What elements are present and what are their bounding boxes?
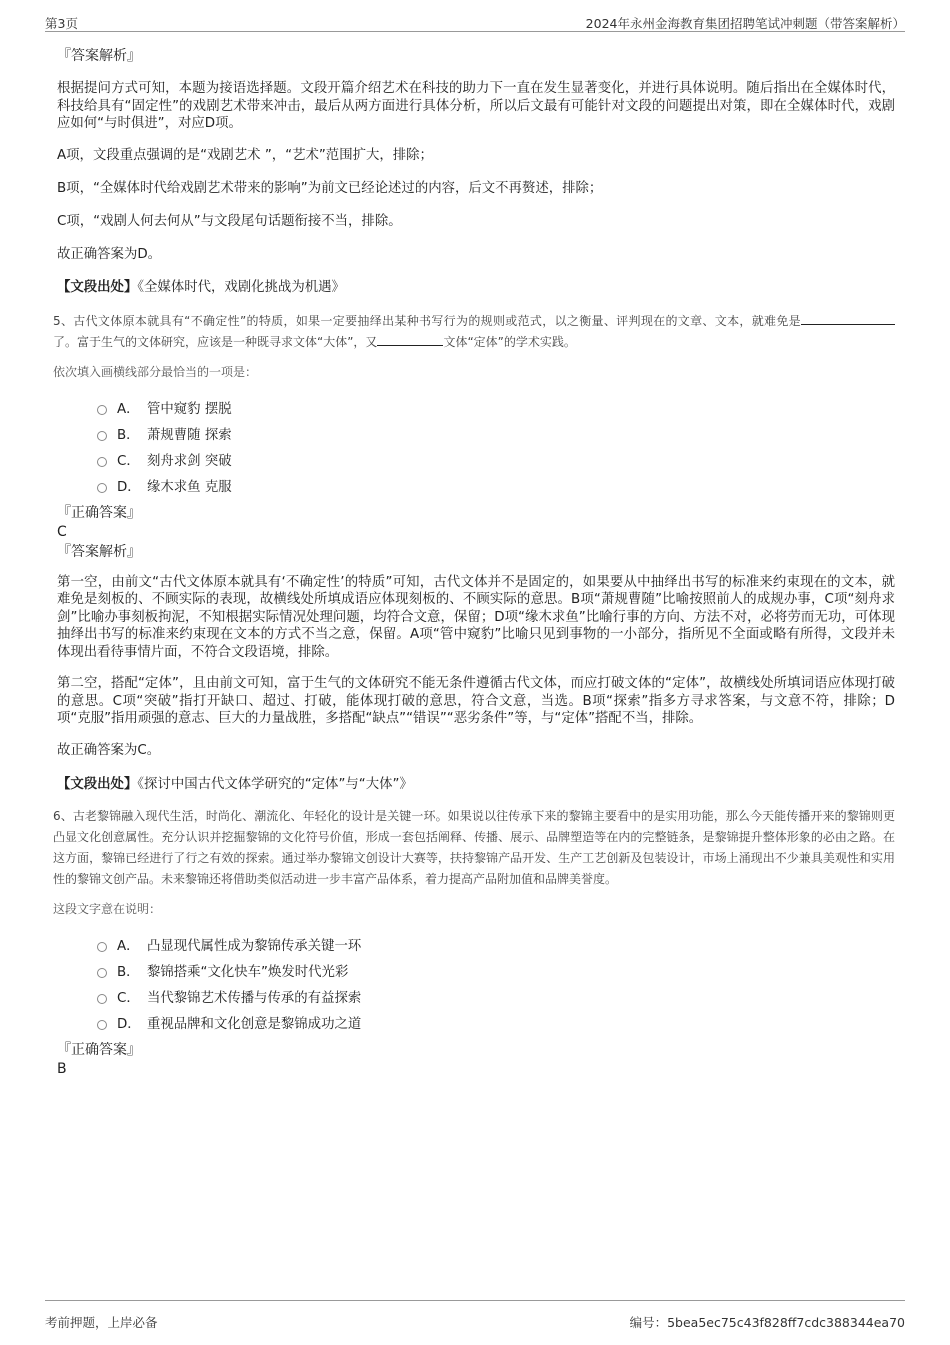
- question-prompt: 依次填入画横线部分最恰当的一项是：: [53, 364, 258, 379]
- analysis-conclusion: 故正确答案为D。: [57, 246, 162, 262]
- page-content: [53, 46, 895, 1078]
- page-footer: [45, 1300, 905, 1336]
- option-list: [97, 932, 895, 1036]
- correct-answer: C: [57, 523, 67, 540]
- option-d[interactable]: D． 重视品牌和文化创意是黎锦成功之道: [97, 1010, 895, 1036]
- radio-button[interactable]: [97, 431, 107, 441]
- analysis-label: 『答案解析』: [57, 543, 141, 560]
- radio-button[interactable]: [97, 942, 107, 952]
- radio-button[interactable]: [97, 483, 107, 493]
- page-header: [45, 12, 905, 32]
- analysis-option-a: A项，文段重点强调的是“戏剧艺术 ”，“艺术”范围扩大，排除；: [57, 147, 433, 163]
- source-title: 《全媒体时代，戏剧化挑战为机遇》: [137, 279, 345, 295]
- option-d[interactable]: D． 缘木求鱼 克服: [97, 473, 895, 499]
- source-title: 《探讨中国古代文体学研究的“定体”与“大体”》: [137, 776, 413, 792]
- document-title: 2024年永州金海教育集团招聘笔试冲刺题（带答案解析）: [585, 16, 905, 31]
- answer-blank: [377, 333, 443, 346]
- analysis-paragraph: 根据提问方式可知，本题为接语选择题。文段开篇介绍艺术在科技的助力下一直在发生显著变化，并进行具体说明。随后指出在全媒体时代，科技给具有“固定性”的戏剧艺术带来冲击，最后从两方面进行具体分析，所以后文最有可能针对文段的问题提出对策，即在全媒体时代，戏剧应如何“与时俱进”，对应D项。: [57, 81, 895, 131]
- analysis-paragraph-2: 第二空，搭配“定体”，且由前文可知，富于生气的文体研究不能无条件遵循古代文体，而应打破文体的“定体”，故横线处所填词语应体现打破的意思。C项“突破”指打开缺口、超过、打破，能体现打破的意思，符合文意，当选。B项“探索”指多方寻求答案，与文意不符，排除；D项“克服”指用顽强的意志、巨大的力量战胜，多搭配“缺点”“错误”“恶劣条件”等，与“定体”搭配不当，排除。: [57, 676, 895, 726]
- page-number: 第3页: [45, 16, 78, 31]
- correct-answer: B: [57, 1060, 67, 1077]
- radio-button[interactable]: [97, 1020, 107, 1030]
- analysis-conclusion: 故正确答案为C。: [57, 742, 161, 758]
- radio-button[interactable]: [97, 457, 107, 467]
- answer-label: 『正确答案』: [57, 1041, 141, 1058]
- analysis-option-c: C项，“戏剧人何去何从”与文段尾句话题衔接不当，排除。: [57, 213, 402, 229]
- source-citation: [57, 776, 895, 794]
- option-a[interactable]: A． 管中窥豹 摆脱: [97, 395, 895, 421]
- footer-slogan: 考前押题，上岸必备: [45, 1315, 158, 1330]
- question-5: [53, 311, 895, 794]
- source-label: 【文段出处】: [57, 279, 138, 295]
- radio-button[interactable]: [97, 405, 107, 415]
- source-citation: [57, 279, 895, 297]
- radio-button[interactable]: [97, 968, 107, 978]
- option-list: [97, 395, 895, 499]
- option-b[interactable]: B． 黎锦搭乘“文化快车”焕发时代光彩: [97, 958, 895, 984]
- source-label: 【文段出处】: [57, 776, 138, 792]
- option-c[interactable]: C． 刻舟求剑 突破: [97, 447, 895, 473]
- question-text: 5、古代文体原本就具有“不确定性”的特质，如果一定要抽绎出某种书写行为的规则或范式，以之衡量、评判现在的文章、文本，就难免是了。富于生气的文体研究，应该是一种既寻求文体“大体”，又 文体“定体”的学术实践。: [53, 311, 895, 353]
- answer-blank: [801, 312, 895, 325]
- answer-label: 『正确答案』: [57, 504, 141, 521]
- question-6: [53, 806, 895, 1078]
- option-a[interactable]: A． 凸显现代属性成为黎锦传承关键一环: [97, 932, 895, 958]
- question-prompt: 这段文字意在说明：: [53, 901, 162, 916]
- question-text: 6、古老黎锦融入现代生活，时尚化、潮流化、年轻化的设计是关键一环。如果说以往传承下来的黎锦主要看中的是实用功能，那么今天能传播开来的黎锦则更凸显文化创意属性。充分认识并挖掘黎锦的文化符号价值，形成一套包括阐释、传播、展示、品牌塑造等在内的完整链条，是黎锦提升整体形象的必由之路。在这方面，黎锦已经进行了行之有效的探索。通过举办黎锦文创设计大赛等，扶持黎锦产品开发、生产工艺创新及包装设计，市场上涌现出不少兼具美观性和实用性的黎锦文创产品。未来黎锦还将借助类似活动进一步丰富产品体系，着力提高产品附加值和品牌美誉度。: [53, 808, 895, 886]
- document-id: 编号：5bea5ec75c43f828ff7cdc388344ea70: [629, 1315, 905, 1330]
- q4-analysis: [57, 46, 895, 297]
- option-b[interactable]: B． 萧规曹随 探索: [97, 421, 895, 447]
- option-c[interactable]: C． 当代黎锦艺术传播与传承的有益探索: [97, 984, 895, 1010]
- radio-button[interactable]: [97, 994, 107, 1004]
- analysis-label: 『答案解析』: [57, 48, 141, 64]
- analysis-paragraph-1: 第一空，由前文“古代文体原本就具有‘不确定性’的特质”可知，古代文体并不是固定的，如果要从中抽绎出书写的标准来约束现在的文本，就难免是刻板的、不顾实际的表现，故横线处所填成语应体现刻板的、不顾实际的意思。B项“萧规曹随”比喻按照前人的成规办事，C项“刻舟求剑”比喻办事刻板拘泥，不知根据实际情况处理问题，均符合文意，保留；D项“缘木求鱼”比喻行事的方向、方法不对，必将劳而无功，可体现抽绎出书写的标准来约束现在文本的方式不当之意，保留。A项“管中窥豹”比喻只见到事物的一小部分，指所见不全面或略有所得，文段并未体现出看待事情片面，不符合文段语境，排除。: [57, 574, 895, 660]
- analysis-option-b: B项，“全媒体时代给戏剧艺术带来的影响”为前文已经论述过的内容，后文不再赘述，排除；: [57, 180, 603, 196]
